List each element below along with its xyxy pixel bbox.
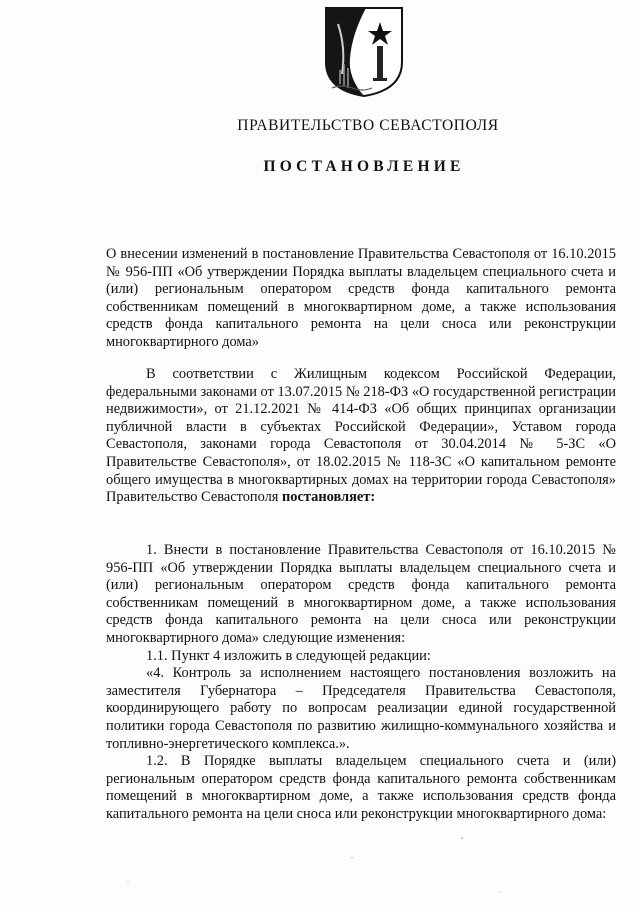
preamble-paragraph: [106, 366, 616, 507]
document-body: [106, 542, 616, 824]
body-paragraph-1-2: 1.2. В Порядке выплаты владельцем специального счета и (или) региональным оператором средств фонда капитального ремонта собственникам помещений в многоквартирном доме, а также использования средств фонда капитального ремонта на цели сноса или реконструкции многоквартирного дома:: [106, 753, 616, 822]
document-subject: О внесении изменений в постановление Правительства Севастополя от 16.10.2015 № 956-ПП «Об утверждении Порядка выплаты владельцем специального счета и (или) региональным оператором средств фонда капитального ремонта собственникам помещений в многоквартирном доме, а также использования средств фонда капитального ремонта на цели сноса или реконструкции многоквартирного дома»: [106, 246, 616, 350]
body-paragraph-1-1-quote: «4. Контроль за исполнением настоящего постановления возложить на заместителя Губернатора – Председателя Правительства Севастополя, координирующего работу по вопросам реализации единой государственной политики города Севастополя по развитию жилищно-коммунального хозяйства и топливно-энергетического комплекса.».: [106, 665, 616, 752]
preamble-text: В соответствии с Жилищным кодексом Российской Федерации, федеральными законами от 13.07.2015 № 218-ФЗ «О государственной регистрации недвижимости», от 21.12.2021 № 414-ФЗ «Об общих принципах организации публичной власти в субъектах Российской Федерации», Уставом города Севастополя, законами города Севастополя от 30.04.2014 № 5-ЗС «О Правительстве Севастополя», от 18.02.2015 № 118-ЗС «О капитальном ремонте общего имущества в многоквартирных домах на территории города Севастополя» Правительство Севастополя: [106, 366, 616, 506]
sevastopol-coat-of-arms-icon: [322, 4, 406, 98]
decree-word: постановляет:: [282, 489, 376, 506]
government-title: ПРАВИТЕЛЬСТВО СЕВАСТОПОЛЯ: [237, 117, 499, 134]
document-type-heading: ПОСТАНОВЛЕНИЕ: [263, 158, 465, 175]
body-paragraph-1: 1. Внести в постановление Правительства Севастополя от 16.10.2015 № 956-ПП «Об утверждении Порядка выплаты владельцем специального счета и (или) региональным оператором средств фонда капитального ремонта собственникам помещений в многоквартирном доме, а также использования средств фонда капитального ремонта на цели сноса или реконструкции многоквартирного дома» следующие изменения:: [106, 542, 616, 646]
body-paragraph-1-1: 1.1. Пункт 4 изложить в следующей редакции:: [146, 647, 431, 664]
